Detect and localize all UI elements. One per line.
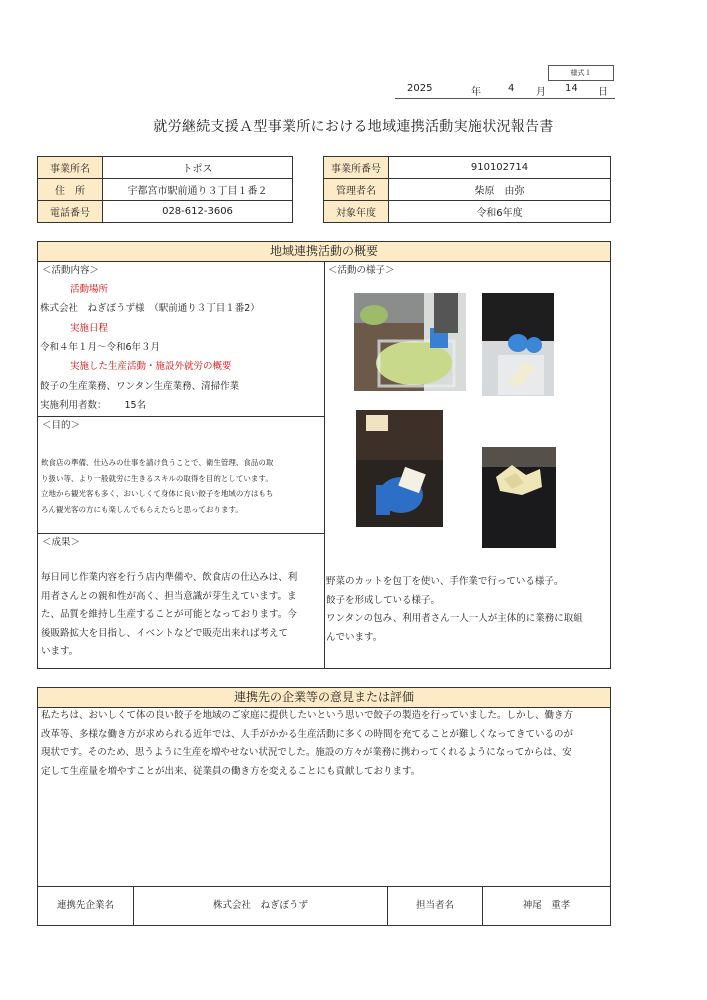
date-month-unit: 月 [536,87,546,98]
address-value: 宇都宮市駅前通り３丁目１番２ [103,179,293,201]
contact-person-value: 神尾 重孝 [522,900,571,911]
purpose-divider [38,416,324,417]
fiscal-year-label: 対象年度 [324,201,389,223]
date-year: 2025 [407,83,433,94]
caption-line: 餃子を形成している様子。 [326,594,441,606]
purpose-line: 立地から観光客も多く、おいしくて身体に良い餃子を地域の方はもち [41,489,274,498]
scene-captions [326,573,610,647]
photo-gyoza-forming [482,293,554,396]
facility-info-table [37,156,293,223]
place-label: 活動場所 [70,284,109,295]
activity-value: 餃子の生産業務、ワンタン生産業務、清掃作業 [40,381,240,392]
result-line: 用者さんとの親和性が高く、担当意識が芽生えています。ま [41,590,297,602]
feedback-line: 現状です。そのため、思うように生産を増やせない状況でした。施設の方々が業務に携わってくれるようになってからは、安 [41,747,572,758]
feedback-header: 連携先の企業等の意見または評価 [38,688,610,708]
facility-detail-table [323,156,611,223]
feedback-line: 定して生産量を増やすことが出来、従業員の働き方を変えることにも貢献しております。 [41,765,421,777]
phone-label: 電話番号 [38,201,103,223]
photo-vegetable-cutting [354,293,466,391]
photo-finished-wontons [482,447,556,548]
date-day-unit: 日 [598,87,608,98]
overview-divider [324,262,325,669]
feedback-line: 私たちは、おいしくて体の良い餃子を地域のご家庭に提供したいという思いで餃子の製造を行っていました。しかし、働き方 [41,710,574,721]
form-number-tag: 様式１ [548,65,614,81]
result-line: た、品質を維持し生産することが可能となっております。今 [41,609,297,620]
result-line: 毎日同じ作業内容を行う店内準備や、飲食店の仕込みは、利 [41,572,298,583]
purpose-line: り扱い等、より一般就労に生きるスキルの取得を目的としています。 [41,473,273,483]
result-heading: ＜成果＞ [42,537,81,548]
result-text [41,569,323,662]
result-line: 後販路拡大を目指し、イベントなどで販売出来れば考えて [41,627,289,639]
facility-number-label: 事業所番号 [324,157,389,179]
users-value: 15名 [124,400,147,411]
date-month: 4 [508,83,515,94]
purpose-heading: ＜目的＞ [42,420,81,431]
phone-value: 028-612-3606 [103,201,293,223]
partner-name-value: 株式会社 ねぎぼうず [212,900,308,911]
scene-heading: ＜活動の様子＞ [328,265,395,276]
overview-panel [37,241,611,669]
facility-name-label: 事業所名 [38,157,103,179]
contact-person-label: 担当者名 [415,900,454,911]
purpose-text [41,455,323,517]
feedback-line: 改革等、多様な働き方が求められる近年では、人手がかかる生産活動に多くの時間を充てることが難しくなってきているのが [41,728,574,740]
users-count [40,397,146,415]
period-label: 実施日程 [70,323,109,334]
report-date [395,82,615,99]
address-label: 住 所 [38,179,103,201]
result-divider [38,533,324,534]
feedback-text [41,707,609,781]
photo-wonton-wrapping [356,410,443,527]
caption-line: んでいます。 [326,631,383,643]
place-value: 株式会社 ねぎぼうず様 （駅前通り３丁目１番2） [40,303,260,314]
facility-name-value: トポス [103,157,293,179]
purpose-line: 飲食店の準備、仕込みの仕事を請け負うことで、衛生管理、食品の取 [41,458,274,467]
activity-label: 実施した生産活動・施設外就労の概要 [70,361,232,372]
document-title: 就労継続支援Ａ型事業所における地域連携活動実施状況報告書 [153,119,554,135]
partner-name-label: 連携先企業名 [56,900,114,911]
content-heading: ＜活動内容＞ [42,265,100,276]
facility-number-value: 910102714 [389,157,611,179]
purpose-line: ろん観光客の方にも楽しんでもらえたらと思っております。 [41,504,243,514]
result-line: います。 [41,646,79,657]
manager-value: 柴原 由弥 [389,179,611,201]
date-day: 14 [565,83,578,94]
overview-header: 地域連携活動の概要 [38,242,610,262]
caption-line: 野菜のカットを包丁を使い、手作業で行っている様子。 [326,576,564,587]
period-value: 令和４年１月～令和6年３月 [40,342,161,353]
date-year-unit: 年 [471,87,481,98]
partner-feedback-panel [37,687,611,926]
manager-label: 管理者名 [324,179,389,201]
users-label: 実施利用者数： [40,400,107,411]
fiscal-year-value: 令和6年度 [389,201,611,223]
caption-line: ワンタンの包み、利用者さん一人一人が主体的に業務に取組 [326,613,583,624]
